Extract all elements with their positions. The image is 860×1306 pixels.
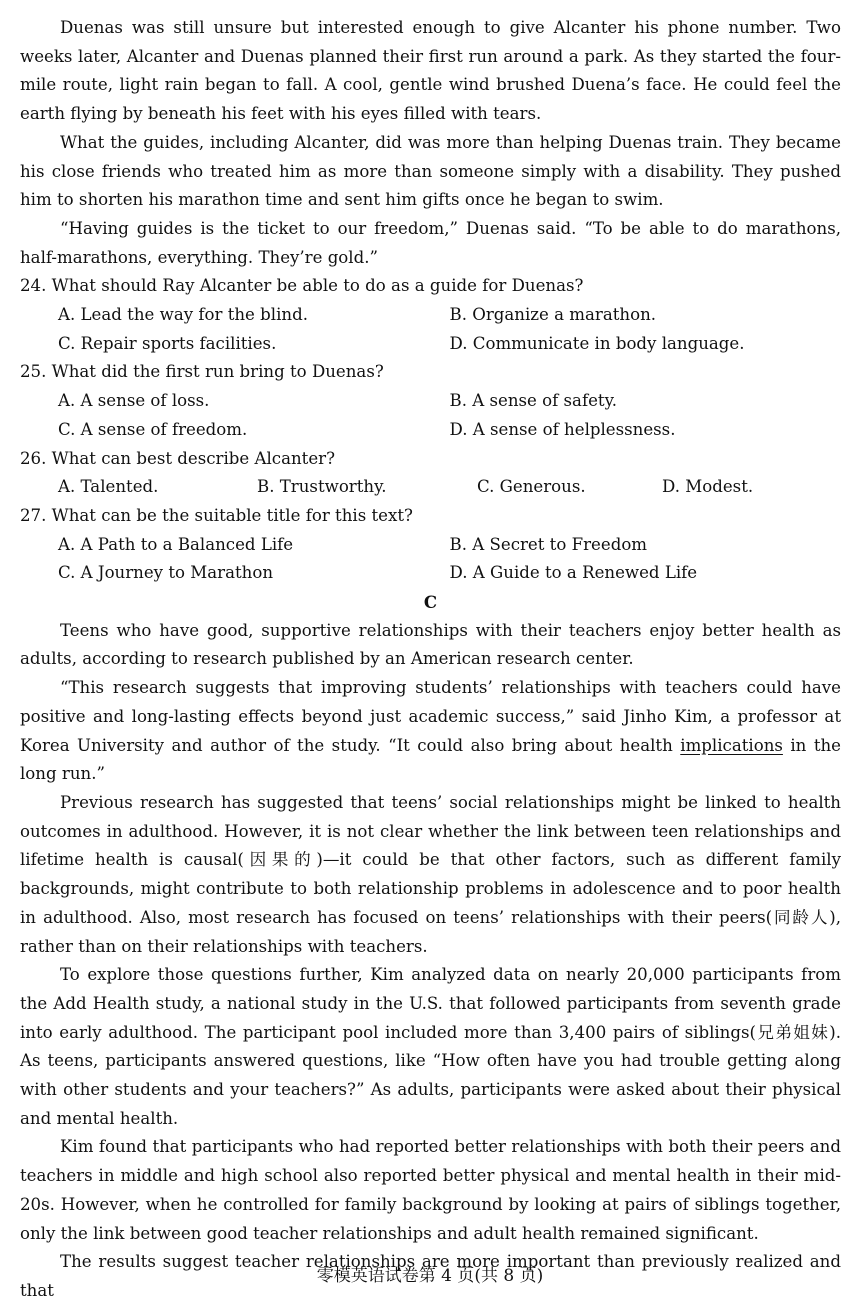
option-d: D. Modest. — [662, 477, 754, 497]
option-b: B. Organize a marathon. — [449, 305, 657, 325]
paragraph-c-5: Kim found that participants who had reported better relationships with both their peers and teachers in middle and high school also reported better physical and mental health in their mid-20s. However, when he controlled for family background by looking at pairs of siblings together, only the link between good teacher relationships and adult health remained significant. — [20, 1137, 841, 1243]
question-27 — [20, 502, 841, 588]
option-c: C. Generous. — [477, 477, 586, 497]
page-content — [20, 14, 841, 1306]
paragraph-c-4: To explore those questions further, Kim analyzed data on nearly 20,000 participants from the Add Health study, a national study in the U.S. that followed participants from seventh grade into early adulthood. The participant pool included more than 3,400 pairs of siblings(兄弟姐妹). As teens, participants answered questions, like “How often have you had trouble getting along with other students and your teachers?” As adults, participants were asked about their physical and mental health. — [20, 965, 841, 1128]
question-stem: 27. What can be the suitable title for this text? — [20, 505, 413, 525]
option-a: A. A Path to a Balanced Life — [58, 534, 294, 554]
section-heading: C — [423, 592, 438, 613]
option-c: C. Repair sports facilities. — [58, 333, 277, 353]
question-26 — [20, 445, 841, 502]
option-c: C. A sense of freedom. — [58, 419, 248, 439]
question-stem: 24. What should Ray Alcanter be able to do as a guide for Duenas? — [20, 276, 584, 296]
paragraph-c-1: Teens who have good, supportive relationships with their teachers enjoy better health as adults, according to research published by an American research center. — [20, 620, 841, 669]
question-24 — [20, 272, 841, 358]
option-d: D. Communicate in body language. — [449, 333, 745, 353]
question-25 — [20, 358, 841, 444]
option-d: D. A Guide to a Renewed Life — [449, 563, 698, 583]
paragraph-b-2: What the guides, including Alcanter, did was more than helping Duenas train. They became his close friends who treated him as more than someone simply with a disability. They pushed him to shorten his marathon time and sent him gifts once he began to swim. — [20, 132, 841, 210]
paragraph-b-1: Duenas was still unsure but interested enough to give Alcanter his phone number. Two weeks later, Alcanter and Duenas planned their first run around a park. As they started the four-mile route, light rain began to fall. A cool, gentle wind brushed Duena’s face. He could feel the earth flying by beneath his feet with his eyes filled with tears. — [20, 18, 841, 124]
page-footer: 零模英语试卷第 4 页(共 8 页) — [316, 1266, 544, 1286]
paragraph-c-2 — [20, 674, 841, 789]
paragraph-b-3: “Having guides is the ticket to our freedom,” Duenas said. “To be able to do marathons, half-marathons, everything. They’re gold.” — [20, 218, 841, 267]
paragraph-c-3: Previous research has suggested that teens’ social relationships might be linked to health outcomes in adulthood. However, it is not clear whether the link between teen relationships and lifetime health is causal(因果的)—it could be that other factors, such as different family backgrounds, might contribute to both relationship problems in adolescence and to poor health in adulthood. Also, most research has focused on teens’ relationships with their peers(同龄人), rather than on their relationships with teachers. — [20, 792, 841, 956]
option-c: C. A Journey to Marathon — [58, 563, 274, 583]
option-a: A. Lead the way for the blind. — [58, 305, 308, 325]
option-a: A. Talented. — [58, 477, 159, 497]
option-a: A. A sense of loss. — [58, 391, 210, 411]
option-b: B. A Secret to Freedom — [449, 534, 648, 554]
question-stem: 26. What can best describe Alcanter? — [20, 448, 335, 468]
paragraph-c-2-end: in the long run.” — [20, 735, 841, 784]
option-b: B. Trustworthy. — [257, 477, 387, 497]
underlined-word: implications — [680, 735, 783, 755]
paragraph-c-2-text: “This research suggests that improving students’ relationships with teachers could have positive and long-lasting effects beyond just academic success,” said Jinho Kim, a professor at Korea University and author of the study. “It could also bring about health — [20, 678, 841, 755]
paragraph-c-6: The results suggest teacher relationships are more important than previously realized and that — [20, 1252, 841, 1300]
option-b: B. A sense of safety. — [449, 391, 618, 411]
option-d: D. A sense of helplessness. — [449, 419, 676, 439]
question-stem: 25. What did the first run bring to Duenas? — [20, 362, 384, 382]
